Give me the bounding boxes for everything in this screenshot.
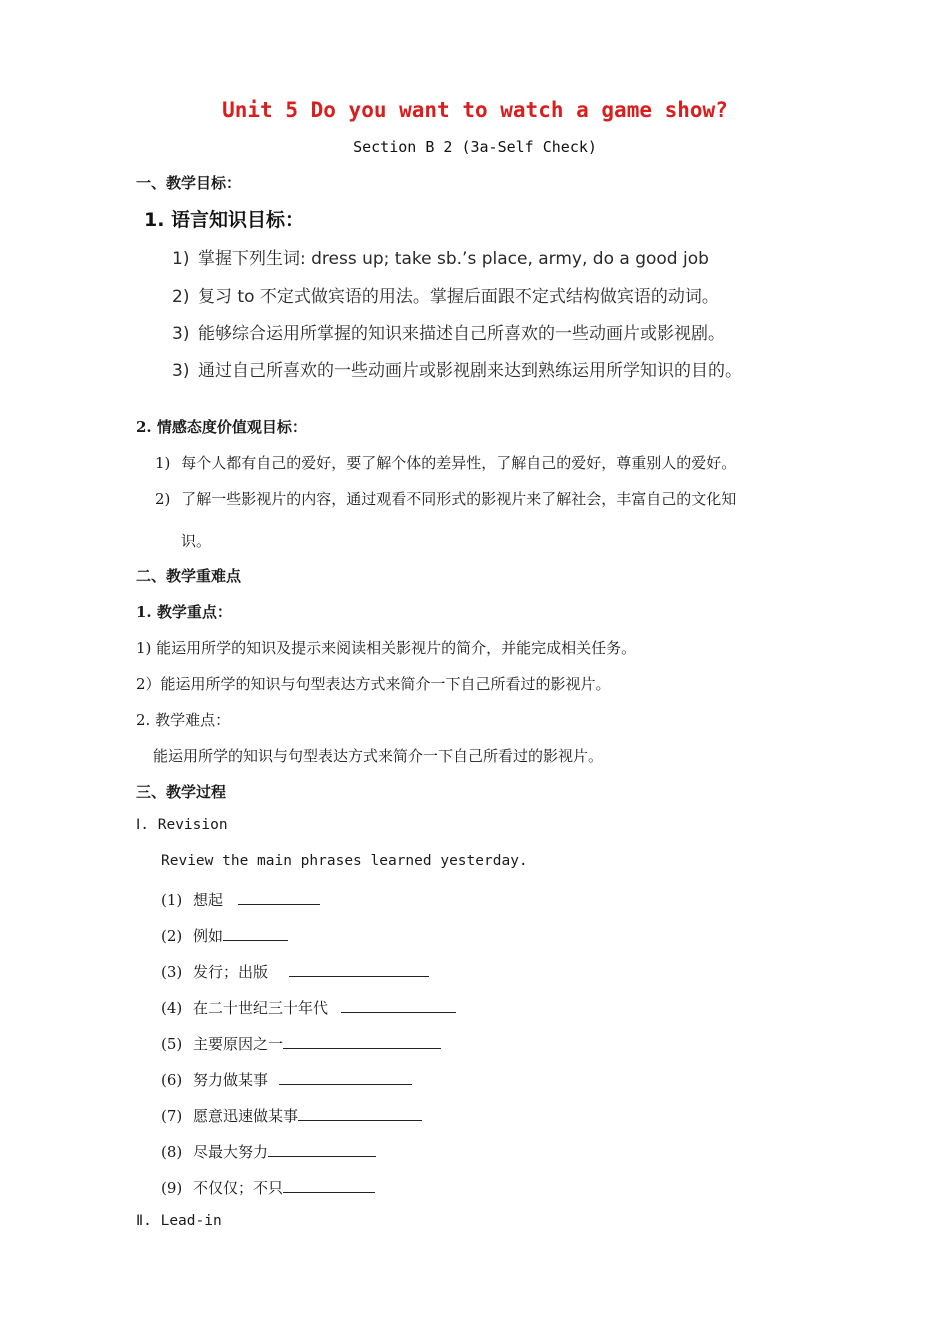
phrase-number: (7)	[161, 1107, 183, 1125]
phrase-item	[161, 1105, 422, 1126]
goal1-item-number: 3)	[172, 361, 190, 381]
section1-heading: 一、教学目标：	[136, 174, 242, 192]
phrase-number: (4)	[161, 999, 183, 1017]
goal1-item-1	[172, 244, 709, 269]
goal2-heading: 2. 情感态度价值观目标：	[136, 418, 307, 436]
difficult-points-heading: 2. 教学难点：	[136, 711, 231, 729]
goal2-item-1	[155, 452, 736, 473]
phrase-number: (9)	[161, 1179, 183, 1197]
phrase-number: (1)	[161, 891, 183, 909]
phrase-number: (6)	[161, 1071, 183, 1089]
answer-blank[interactable]	[223, 926, 288, 941]
goal2-item-text: 每个人都有自己的爱好，要了解个体的差异性，了解自己的爱好，尊重别人的爱好。	[181, 454, 737, 472]
phrase-item	[161, 925, 288, 946]
phrase-number: (8)	[161, 1143, 183, 1161]
goal2-item-2-continuation: 识。	[181, 532, 212, 550]
answer-blank[interactable]	[289, 962, 429, 977]
phrase-text: 例如	[193, 927, 224, 945]
goal1-item-text: 能够综合运用所掌握的知识来描述自己所喜欢的一些动画片或影视剧。	[198, 324, 725, 344]
key-point-2: 2）能运用所学的知识与句型表达方式来简介一下自己所看过的影视片。	[136, 675, 611, 693]
phrase-item	[161, 1033, 441, 1054]
section2-heading: 二、教学重难点	[136, 567, 242, 585]
goal1-item-number: 2)	[172, 287, 190, 307]
key-point-1: 1) 能运用所学的知识及提示来阅读相关影视片的简介，并能完成相关任务。	[136, 639, 637, 657]
answer-blank[interactable]	[283, 1178, 375, 1193]
goal1-item-3	[172, 319, 725, 344]
phrase-text: 不仅仅；不只	[193, 1179, 284, 1197]
phrase-text: 主要原因之一	[193, 1035, 284, 1053]
answer-blank[interactable]	[238, 890, 320, 905]
page-title: Unit 5 Do you want to watch a game show?	[222, 98, 728, 122]
answer-blank[interactable]	[283, 1034, 441, 1049]
goal2-item-number: 1)	[155, 454, 171, 472]
answer-blank[interactable]	[298, 1106, 422, 1121]
phrase-number: (2)	[161, 927, 183, 945]
goal1-item-text: 复习 to 不定式做宾语的用法。掌握后面跟不定式结构做宾语的动词。	[198, 287, 719, 307]
key-points-heading: 1. 教学重点：	[136, 603, 232, 621]
goal1-item-2	[172, 282, 719, 307]
goal2-item-text: 了解一些影视片的内容，通过观看不同形式的影视片来了解社会，丰富自己的文化知	[181, 490, 737, 508]
section3-heading: 三、教学过程	[136, 783, 227, 801]
phrase-text: 在二十世纪三十年代	[193, 999, 329, 1017]
phrase-text: 发行；出版	[193, 963, 269, 981]
goal1-item-number: 3)	[172, 324, 190, 344]
phrase-text: 愿意迅速做某事	[193, 1107, 299, 1125]
answer-blank[interactable]	[279, 1070, 412, 1085]
phrase-item	[161, 997, 456, 1018]
phrase-item	[161, 1069, 412, 1090]
goal1-item-4	[172, 356, 742, 381]
goal1-heading: 1. 语言知识目标：	[144, 209, 305, 231]
phrase-text: 努力做某事	[193, 1071, 269, 1089]
goal2-item-2	[155, 488, 736, 509]
phrase-item	[161, 889, 320, 910]
revision-instruction: Review the main phrases learned yesterday.	[161, 853, 528, 869]
lead-in-heading: Ⅱ. Lead-in	[136, 1213, 222, 1229]
goal2-item-number: 2)	[155, 490, 171, 508]
phrase-number: (3)	[161, 963, 183, 981]
section-subtitle: Section B 2 (3a-Self Check)	[353, 138, 597, 156]
revision-heading: Ⅰ. Revision	[136, 817, 228, 833]
answer-blank[interactable]	[268, 1142, 376, 1157]
difficult-point-text: 能运用所学的知识与句型表达方式来简介一下自己所看过的影视片。	[153, 747, 604, 765]
phrase-item	[161, 1141, 376, 1162]
goal1-item-number: 1)	[172, 249, 190, 269]
phrase-number: (5)	[161, 1035, 183, 1053]
phrase-item	[161, 1177, 375, 1198]
goal1-item-text: 掌握下列生词: dress up; take sb.’s place, army, do a good job	[198, 249, 709, 269]
phrase-text: 尽最大努力	[193, 1143, 269, 1161]
answer-blank[interactable]	[341, 998, 456, 1013]
goal1-item-text: 通过自己所喜欢的一些动画片或影视剧来达到熟练运用所学知识的目的。	[198, 361, 742, 381]
phrase-item	[161, 961, 429, 982]
phrase-text: 想起	[193, 891, 224, 909]
